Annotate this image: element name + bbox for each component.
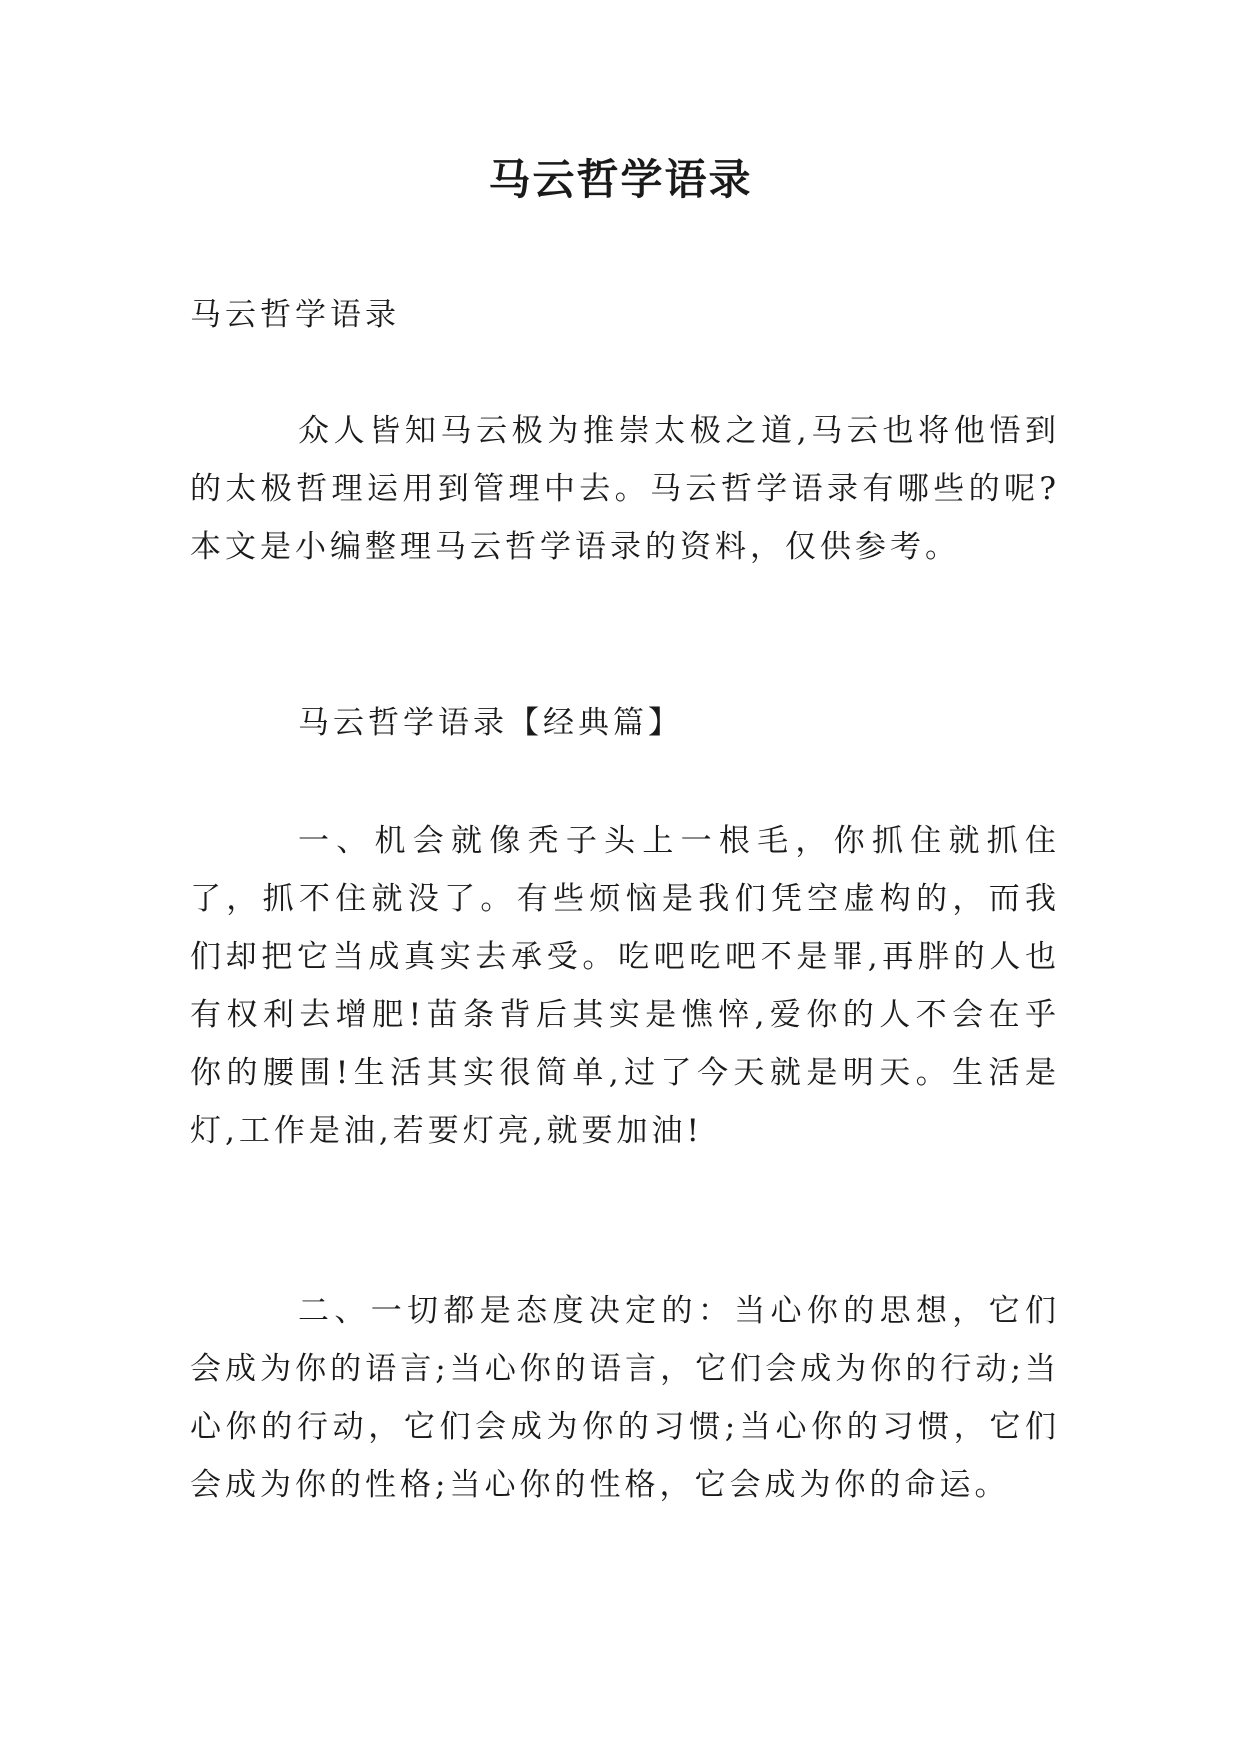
quote-paragraph-1: 一、机会就像秃子头上一根毛，你抓住就抓住了，抓不住就没了。有些烦恼是我们凭空虚构的，而我们却把它当成真实去承受。吃吧吃吧不是罪,再胖的人也有权利去增肥!苗条背后其实是憔悴,爱你的人不会在乎你的腰围!生活其实很简单,过了今天就是明天。生活是灯,工作是油,若要灯亮,就要加油!: [190, 823, 1060, 1149]
quote-paragraph-2: 二、一切都是态度决定的：当心你的思想，它们会成为你的语言;当心你的语言，它们会成为你的行动;当心你的行动，它们会成为你的习惯;当心你的习惯，它们会成为你的性格;当心你的性格，它会成为你的命运。: [190, 1293, 1060, 1503]
section-heading: 马云哲学语录【经典篇】: [298, 705, 683, 741]
intro-paragraph: 众人皆知马云极为推崇太极之道,马云也将他悟到的太极哲理运用到管理中去。马云哲学语录有哪些的呢?本文是小编整理马云哲学语录的资料，仅供参考。: [190, 413, 1060, 565]
document-title: 马云哲学语录: [488, 155, 753, 204]
document-subtitle: 马云哲学语录: [190, 297, 400, 333]
